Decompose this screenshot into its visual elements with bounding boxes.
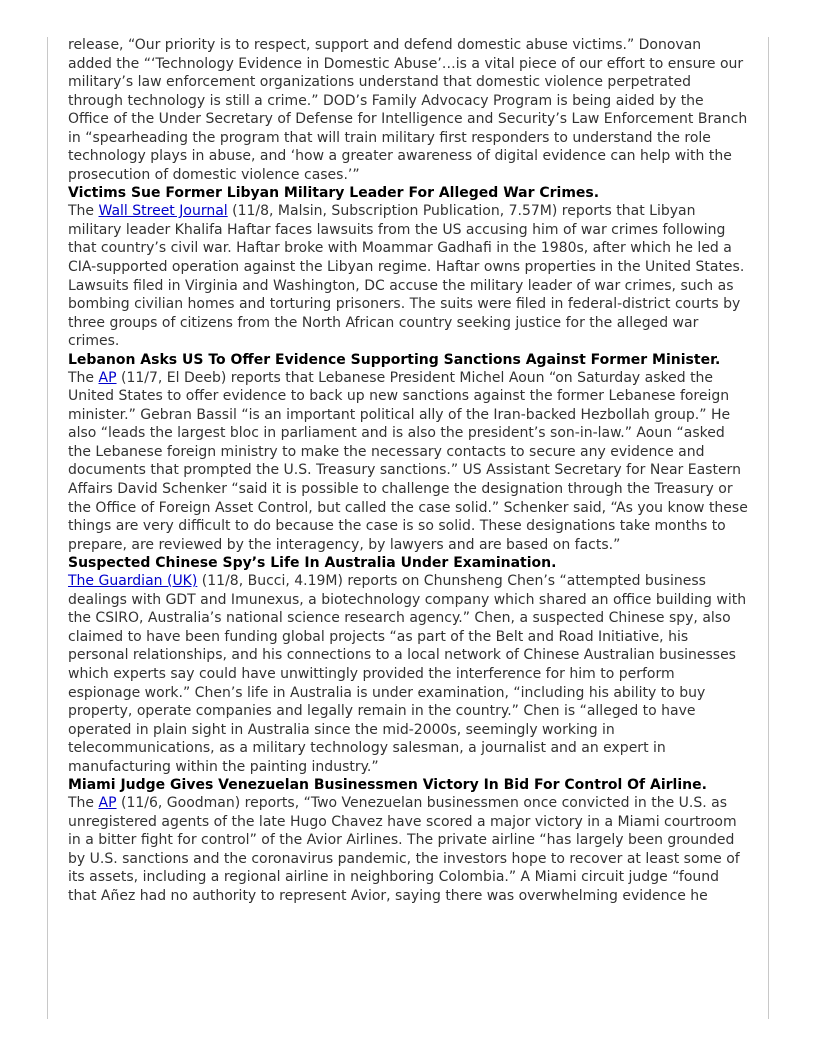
article-headline: Victims Sue Former Libyan Military Leader For Alleged War Crimes. [68,185,600,202]
article-body [68,202,748,350]
article-headline: Miami Judge Gives Venezuelan Businessmen Victory In Bid For Control Of Airline. [68,777,707,794]
intro-paragraph: release, “Our priority is to respect, support and defend domestic abuse victims.” Donovan added the “‘Technology Evidence in Domestic Abuse’…is a vital piece of our effort to ensure our military’s law enforcement organizations understand that domestic violence perpetrated through technology is still a crime.” DOD’s Family Advocacy Program is being aided by the Office of the Under Secretary of Defense for Intelligence and Security’s Law Enforcement Branch in “spearheading the program that will train military first responders to understand the role technology plays in abuse, and ‘how a greater awareness of digital evidence can help with the prosecution of domestic violence cases.’” [68,37,748,183]
article-headline: Lebanon Asks US To Offer Evidence Supporting Sanctions Against Former Minister. [68,351,721,368]
article-text: (11/8, Bucci, 4.19M) reports on Chunsheng Chen’s “attempted business dealings with GDT and Imunexus, a biotechnology company which shared an office building with the CSIRO, Australia’s national science research agency.” Chen, a suspected Chinese spy, also claimed to have been funding global projects “as part of the Belt and Road Initiative, his personal relationships, and his connections to a local network of Chinese Australian businesses which experts say could have unwittingly provided the interference for him to perform espionage work.” Chen’s life in Australia is under examination, “including his ability to buy property, operate companies and legally remain in the country.” Chen is “alleged to have operated in plain sight in Australia since the mid-2000s, seemingly working in telecommunications, as a military technology salesman, a journalist and an expert in manufacturing within the painting industry.” [68,573,747,775]
source-link[interactable]: AP [98,369,117,386]
article-lead: The [68,795,99,812]
source-link[interactable]: AP [98,795,117,812]
article-headline: Suspected Chinese Spy’s Life In Australia Under Examination. [68,555,557,572]
article-text: (11/7, El Deeb) reports that Lebanese President Michel Aoun “on Saturday asked the United States to offer evidence to back up new sanctions against the former Lebanese foreign minister.” Gebran Bassil “is an important political ally of the Iran-backed Hezbollah group.” He also “leads the largest bloc in parliament and is also the president’s son-in-law.” Aoun “asked the Lebanese foreign ministry to make the necessary contacts to secure any evidence and documents that prompted the U.S. Treasury sanctions.” US Assistant Secretary for Near Eastern Affairs David Schenker “said it is possible to challenge the designation through the Treasury or the Office of Foreign Asset Control, but called the case solid.” Schenker said, “As you know these things are very difficult to do because the case is so solid. These designations take months to prepare, are reviewed by the interagency, by lawyers and are based on facts.” [68,369,748,553]
article-text: (11/8, Malsin, Subscription Publication, 7.57M) reports that Libyan military leader Khalifa Haftar faces lawsuits from the US accusing him of war crimes following that country’s civil war. Haftar broke with Moammar Gadhafi in the 1980s, after which he led a CIA-supported operation against the Libyan regime. Haftar owns properties in the United States. Lawsuits filed in Virginia and Washington, DC accuse the military leader of war crimes, such as bombing civilian homes and torturing prisoners. The suits were filed in federal-district courts by three groups of citizens from the North African country seeking justice for the alleged war crimes. [68,203,745,350]
source-link[interactable]: Wall Street Journal [98,203,228,220]
page-margin-rule-left [47,37,48,1019]
document-body [68,36,748,906]
article-lead: The [68,369,99,386]
page-margin-rule-right [768,37,769,1019]
article-text: (11/6, Goodman) reports, “Two Venezuelan businessmen once convicted in the U.S. as unregistered agents of the late Hugo Chavez have scored a major victory in a Miami courtroom in a bitter fight for control” of the Avior Airlines. The private airline “has largely been grounded by U.S. sanctions and the coronavirus pandemic, the investors hope to recover at least some of its assets, including a regional airline in neighboring Colombia.” A Miami circuit judge “found that Añez had no authority to represent Avior, saying there was overwhelming evidence he [68,795,740,904]
source-link[interactable]: The Guardian (UK) [68,573,198,590]
article-body [68,369,748,554]
article-body [68,572,748,776]
article-lead: The [68,203,99,220]
article-body [68,794,748,905]
